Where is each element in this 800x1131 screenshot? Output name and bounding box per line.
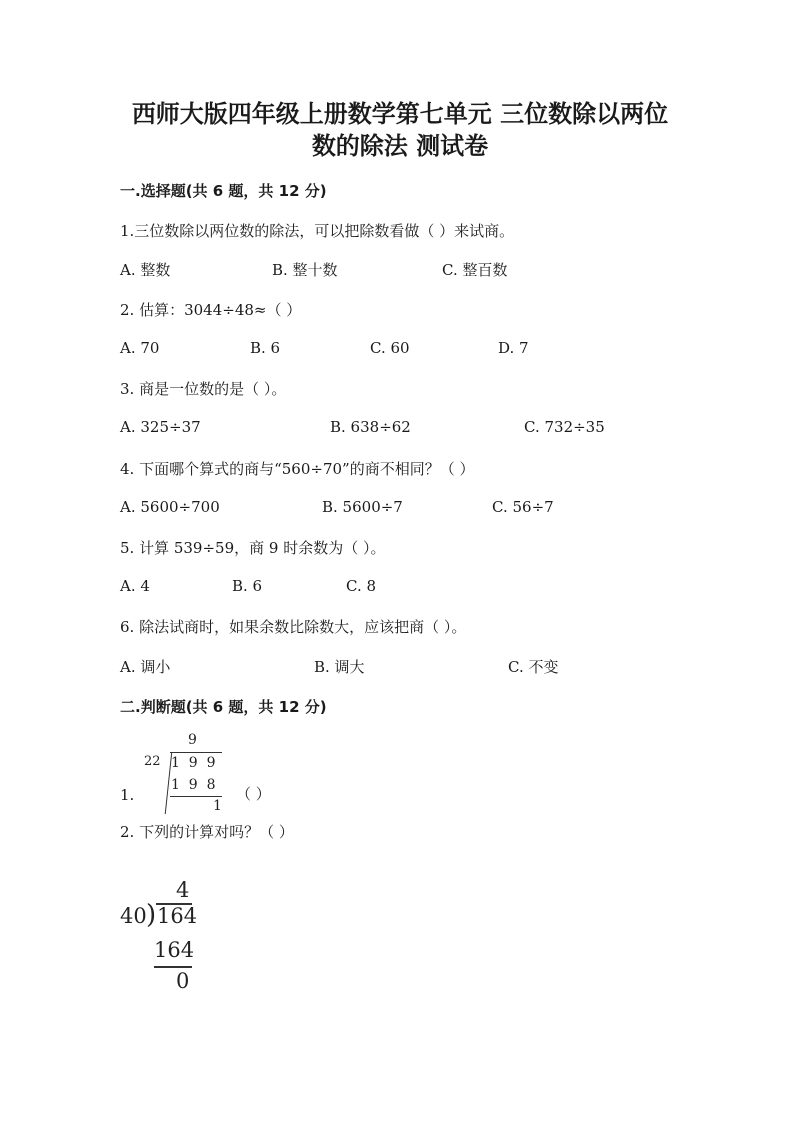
- remainder-2: 0: [176, 969, 190, 993]
- section-heading-judge: 二.判断题(共 6 题，共 12 分): [120, 698, 327, 716]
- page-title-line1: 西师大版四年级上册数学第七单元 三位数除以两位: [131, 100, 669, 128]
- section-heading-choice: 一.选择题(共 6 题，共 12 分): [120, 182, 327, 200]
- long-division-1: [140, 730, 240, 820]
- q3-option-c: C. 732÷35: [524, 418, 605, 436]
- q2-option-b: B. 6: [250, 339, 281, 357]
- dividend-1: 1 9 9: [171, 755, 216, 771]
- q2-option-c: C. 60: [370, 339, 410, 357]
- question-1: 1.三位数除以两位数的除法，可以把除数看做（ ）来试商。: [120, 222, 515, 240]
- division-bar-1: [170, 752, 222, 753]
- q3-option-a: A. 325÷37: [120, 418, 201, 436]
- dividend-2: 164: [157, 904, 198, 928]
- q4-option-c: C. 56÷7: [492, 498, 554, 516]
- long-division-2: [118, 878, 228, 998]
- question-3: 3. 商是一位数的是（ ）。: [120, 380, 287, 398]
- judge-question-1-blank: （ ）: [236, 785, 271, 803]
- division-bracket-2: ): [146, 900, 157, 930]
- product-1: 1 9 8: [171, 777, 216, 793]
- divisor-1: 22: [144, 754, 161, 769]
- q5-option-b: B. 6: [232, 577, 263, 595]
- q1-option-a: A. 整数: [120, 261, 171, 279]
- q4-option-b: B. 5600÷7: [322, 498, 403, 516]
- page-title-line2: 数的除法 测试卷: [311, 132, 489, 160]
- question-6: 6. 除法试商时，如果余数比除数大，应该把商（ ）。: [120, 618, 467, 636]
- q2-option-a: A. 70: [120, 339, 160, 357]
- judge-question-2: 2. 下列的计算对吗？（ ）: [120, 823, 294, 841]
- q2-option-d: D. 7: [498, 339, 529, 357]
- q6-option-c: C. 不变: [508, 658, 559, 676]
- product-2: 164: [154, 938, 195, 962]
- question-4: 4. 下面哪个算式的商与“560÷70”的商不相同？（ ）: [120, 460, 475, 478]
- question-5: 5. 计算 539÷59，商 9 时余数为（ ）。: [120, 539, 386, 557]
- q1-option-c: C. 整百数: [442, 261, 508, 279]
- quotient-2: 4: [176, 878, 190, 902]
- subtraction-line-1: [170, 796, 222, 797]
- q1-option-b: B. 整十数: [272, 261, 338, 279]
- divisor-2: 40: [120, 904, 147, 928]
- q4-option-a: A. 5600÷700: [120, 498, 220, 516]
- quotient-1: 9: [188, 732, 197, 748]
- q5-option-c: C. 8: [346, 577, 377, 595]
- q6-option-a: A. 调小: [120, 658, 171, 676]
- subtraction-line-2: [154, 966, 192, 968]
- question-2: 2. 估算：3044÷48≈（ ）: [120, 301, 302, 319]
- judge-question-1-number: 1.: [120, 786, 135, 804]
- q3-option-b: B. 638÷62: [330, 418, 411, 436]
- remainder-1: 1: [213, 798, 222, 814]
- q5-option-a: A. 4: [120, 577, 150, 595]
- q6-option-b: B. 调大: [314, 658, 365, 676]
